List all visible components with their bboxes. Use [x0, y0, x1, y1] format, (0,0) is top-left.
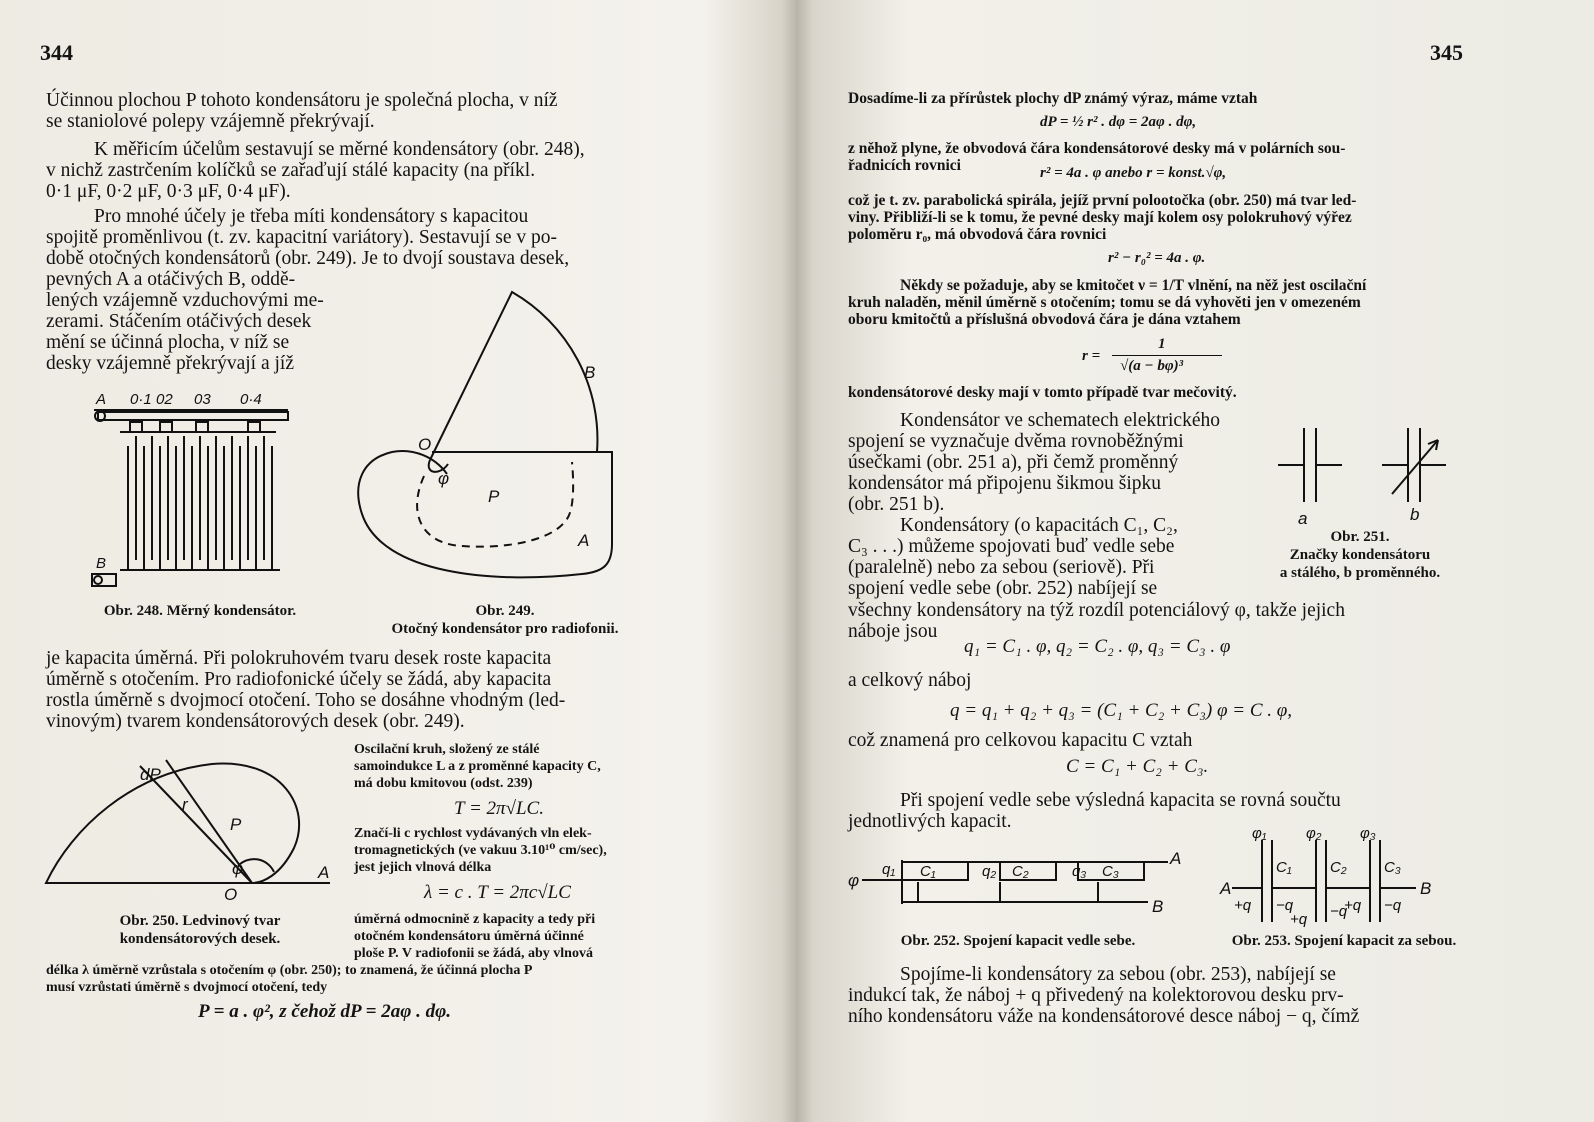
fig248-label-a: A: [96, 391, 107, 408]
paragraph-line: v nichž zastrčením kolíčků se zařaďují stálé kapacity (na příkl.: [46, 160, 536, 181]
paragraph-line: poloměru r₀, má obvodová čára rovnici: [848, 226, 1107, 243]
fig248-scale-label: 0·4: [240, 391, 262, 408]
paragraph-line: Někdy se požaduje, aby se kmitočet ν = 1/T vlnění, na něž jest oscilační: [900, 277, 1367, 294]
paragraph-line: Kondensátor ve schematech elektrického: [900, 410, 1220, 431]
fig252-a: A: [1170, 849, 1182, 868]
figure-251-capacitor-symbols: [1270, 420, 1470, 530]
fig253-phi2: φ₂: [1306, 826, 1322, 842]
fig253-c2: C₂: [1330, 859, 1347, 876]
fig252-q2: q₂: [982, 863, 997, 880]
side-text-line: ploše P. V radiofonii se žádá, aby vlnová: [354, 946, 593, 961]
fig249-label-p: P: [488, 487, 500, 506]
paragraph-line: době otočných kondensátorů (obr. 249). Je to dvojí soustava desek,: [46, 248, 570, 269]
fig250-label-dp: dP: [140, 765, 161, 784]
equation-frequency-numerator: 1: [1158, 336, 1166, 352]
paragraph-line: lených vzájemně vzduchovými me-: [46, 290, 324, 311]
paragraph-line: C₃ . . .) můžeme spojovati buď vedle sebe: [848, 536, 1175, 557]
fig249-label-phi: φ: [438, 469, 450, 488]
figure-250-caption-1: Obr. 250. Ledvinový tvar: [119, 913, 281, 929]
paragraph-line: indukcí tak, že náboj + q přivedený na kolektorovou desku prv-: [848, 985, 1344, 1006]
figure-249-caption-2: Otočný kondensátor pro radiofonii.: [391, 621, 619, 637]
paragraph-line: Kondensátory (o kapacitách C₁, C₂,: [900, 515, 1178, 536]
figure-252-parallel-connection: [848, 846, 1188, 926]
equation-wavelength: λ = c . T = 2πc√LC: [424, 882, 571, 903]
paragraph-line: kondensátor má připojenu šikmou šipku: [848, 473, 1162, 494]
fig253-plus-q: +q: [1344, 897, 1362, 914]
equation-frequency-lhs: r =: [1082, 348, 1101, 364]
side-text-line: samoindukce L a z proměnné kapacity C,: [354, 759, 601, 774]
paragraph-line: kruh naladěn, měnil úměrně s otočením; tomu se dá vyhověti jen v omezeném: [848, 294, 1361, 311]
paragraph-line: (paralelně) nebo za sebou (seriově). Při: [848, 557, 1155, 578]
equation-line: r² − r₀² = 4a . φ.: [1108, 250, 1206, 266]
paragraph-line: ního kondensátoru váže na kondensátorové desce náboj − q, čímž: [848, 1006, 1360, 1027]
fig249-label-o: O: [418, 435, 432, 454]
figure-253-caption: Obr. 253. Spojení kapacit za sebou.: [1231, 933, 1457, 949]
fig248-scale-label: 02: [156, 391, 173, 408]
equation-line: dP = ½ r² . dφ = 2aφ . dφ,: [1040, 114, 1197, 130]
bottom-text-line: délka λ úměrně vzrůstala s otočením φ (obr. 250); to znamená, že účinná plocha P: [46, 963, 533, 978]
paragraph-line: je kapacita úměrná. Při polokruhovém tvaru desek roste kapacita: [46, 648, 552, 669]
fig252-c1: C₁: [920, 863, 936, 880]
paragraph-line: 0·1 μF, 0·2 μF, 0·3 μF, 0·4 μF).: [46, 181, 291, 202]
paragraph-line: K měřicím účelům sestavují se měrné kondensátory (obr. 248),: [94, 139, 585, 160]
page-number: 345: [1430, 40, 1463, 65]
figure-248-measuring-capacitor: [80, 388, 310, 598]
paragraph-line: jednotlivých kapacit.: [848, 811, 1012, 832]
equation-total-charge: q = q₁ + q₂ + q₃ = (C₁ + C₂ + C₃) φ = C . φ,: [950, 700, 1292, 721]
fig252-phi: φ: [848, 871, 860, 890]
fig253-c3: C₃: [1384, 859, 1401, 876]
fig251-label-b: b: [1410, 505, 1420, 524]
fig249-label-a: A: [578, 531, 590, 550]
paragraph-line: viny. Přibliží-li se k tomu, že pevné desky mají kolem osy polokruhový výřez: [848, 209, 1352, 226]
paragraph-line: náboje jsou: [848, 621, 938, 642]
paragraph-line: řadnicích rovnici: [848, 157, 961, 174]
paragraph-line: Pro mnohé účely je třeba míti kondensátory s kapacitou: [94, 206, 529, 227]
fig248-scale-label: 0·1: [130, 391, 152, 408]
paragraph-line: rostla úměrně s dvojmocí otočení. Toho se dosáhne vhodným (led-: [46, 690, 566, 711]
fig253-plus-q: +q: [1290, 911, 1308, 928]
equation-area: P = a . φ², z čehož dP = 2aφ . dφ.: [198, 1001, 451, 1022]
fig253-phi3: φ₃: [1360, 826, 1376, 842]
figure-253-series-connection: [1218, 826, 1474, 930]
paragraph-line: všechny kondensátory na týž rozdíl potenciálový φ, takže jejich: [848, 600, 1345, 621]
paragraph-line: oboru kmitočtů a příslušná obvodová čára je dána vztahem: [848, 311, 1241, 328]
figure-248-caption: Obr. 248. Měrný kondensátor.: [103, 603, 297, 619]
fig251-label-a: a: [1298, 509, 1308, 528]
figure-251-caption-3: a stálého, b proměnného.: [1279, 565, 1441, 581]
figure-250-kidney-shape: [42, 748, 342, 908]
fig253-b: B: [1420, 879, 1432, 898]
paragraph-line: Dosadíme-li za přírůstek plochy dP známý výraz, máme vztah: [848, 90, 1258, 107]
figure-249-caption-1: Obr. 249.: [475, 603, 535, 619]
fig253-plus-q: +q: [1234, 897, 1252, 914]
fig252-q3: q₃: [1072, 863, 1087, 880]
fig248-scale-label: 03: [194, 391, 211, 408]
equation-line: r² = 4a . φ anebo r = konst.√φ,: [1040, 165, 1227, 181]
page-number: 344: [40, 40, 73, 65]
side-text-line: jest jejich vlnová délka: [354, 860, 492, 875]
paragraph-line: Účinnou plochou P tohoto kondensátoru je společná plocha, v níž: [46, 90, 558, 111]
fig249-label-b: B: [584, 363, 596, 382]
figure-252-caption: Obr. 252. Spojení kapacit vedle sebe.: [900, 933, 1136, 949]
paragraph-line: úměrně s otočením. Pro radiofonické účely se žádá, aby kapacita: [46, 669, 552, 690]
fig250-label-r: r: [182, 795, 188, 814]
side-text-line: Značí-li c rychlost vydávaných vln elek-: [354, 826, 592, 841]
fig250-label-phi: φ: [232, 859, 244, 878]
paragraph-line: (obr. 251 b).: [848, 494, 945, 515]
paragraph-line: úsečkami (obr. 251 a), při čemž proměnný: [848, 452, 1179, 473]
fig253-minus-q: −q: [1330, 903, 1348, 920]
equation-period: T = 2π√LC.: [454, 798, 544, 819]
side-text-line: tromagnetických (ve vakuu 3.10¹⁰ cm/sec),: [354, 843, 607, 858]
fig252-b: B: [1152, 897, 1164, 916]
side-text-line: otočném kondensátoru úměrná účinné: [354, 929, 584, 944]
figure-251-caption-2: Značky kondensátoru: [1289, 547, 1431, 563]
fig250-label-p: P: [230, 815, 242, 834]
figure-251-caption-1: Obr. 251.: [1330, 529, 1390, 545]
paragraph-line: se staniolové polepy vzájemně překrývají.: [46, 111, 375, 132]
fig253-c1: C₁: [1276, 859, 1292, 876]
fig252-c3: C₃: [1102, 863, 1119, 880]
fig250-label-o: O: [224, 885, 238, 904]
paragraph-line: mění se účinná plocha, v níž se: [46, 332, 290, 353]
fig248-label-b: B: [96, 555, 107, 572]
fig253-minus-q: −q: [1276, 897, 1294, 914]
paragraph-line: desky vzájemně překrývají a jíž: [46, 353, 294, 374]
paragraph-line: kondensátorové desky mají v tomto případě tvar mečovitý.: [848, 384, 1237, 401]
paragraph-line: Při spojení vedle sebe výsledná kapacita se rovná součtu: [900, 790, 1341, 811]
fig250-label-a: A: [318, 863, 330, 882]
paragraph-line: z něhož plyne, že obvodová čára kondensátorové desky má v polárních sou-: [848, 140, 1346, 157]
paragraph-line: spojení vedle sebe (obr. 252) nabíjejí se: [848, 578, 1158, 599]
figure-249-variable-capacitor: [352, 284, 652, 604]
fig252-q1: q₁: [882, 861, 896, 878]
fig253-phi1: φ₁: [1252, 826, 1267, 842]
right-page: [790, 0, 1594, 1122]
side-text-line: Oscilační kruh, složený ze stálé: [354, 742, 540, 757]
paragraph-line: zerami. Stáčením otáčivých desek: [46, 311, 312, 332]
fig252-c2: C₂: [1012, 863, 1029, 880]
fraction-bar: [1112, 355, 1222, 356]
paragraph-line: a celkový náboj: [848, 670, 972, 691]
bottom-text-line: musí vzrůstati úměrně s dvojmocí otočení, tedy: [46, 980, 328, 995]
left-page: [0, 0, 790, 1122]
figure-250-caption-2: kondensátorových desek.: [119, 931, 281, 947]
side-text-line: má dobu kmitovou (odst. 239): [354, 776, 533, 791]
fig253-minus-q: −q: [1384, 897, 1402, 914]
equation-charges: q₁ = C₁ . φ, q₂ = C₂ . φ, q₃ = C₃ . φ: [964, 636, 1231, 657]
paragraph-line: Spojíme-li kondensátory za sebou (obr. 253), nabíjejí se: [900, 964, 1336, 985]
paragraph-line: vinovým) tvarem kondensátorových desek (obr. 249).: [46, 711, 465, 732]
paragraph-line: což znamená pro celkovou kapacitu C vztah: [848, 730, 1193, 751]
paragraph-line: spojení se vyznačuje dvěma rovnoběžnými: [848, 431, 1184, 452]
paragraph-line: pevných A a otáčivých B, oddě-: [46, 269, 296, 290]
fig253-a: A: [1220, 879, 1232, 898]
equation-total-capacity: C = C₁ + C₂ + C₃.: [1066, 756, 1209, 777]
side-text-line: úměrná odmocnině z kapacity a tedy při: [354, 912, 596, 927]
paragraph-line: což je t. zv. parabolická spirála, jejíž první polootočka (obr. 250) má tvar led-: [848, 192, 1357, 209]
paragraph-line: spojitě proměnlivou (t. zv. kapacitní variátory). Sestavují se v po-: [46, 227, 558, 248]
equation-frequency-denominator: √(a − bφ)³: [1120, 358, 1184, 374]
